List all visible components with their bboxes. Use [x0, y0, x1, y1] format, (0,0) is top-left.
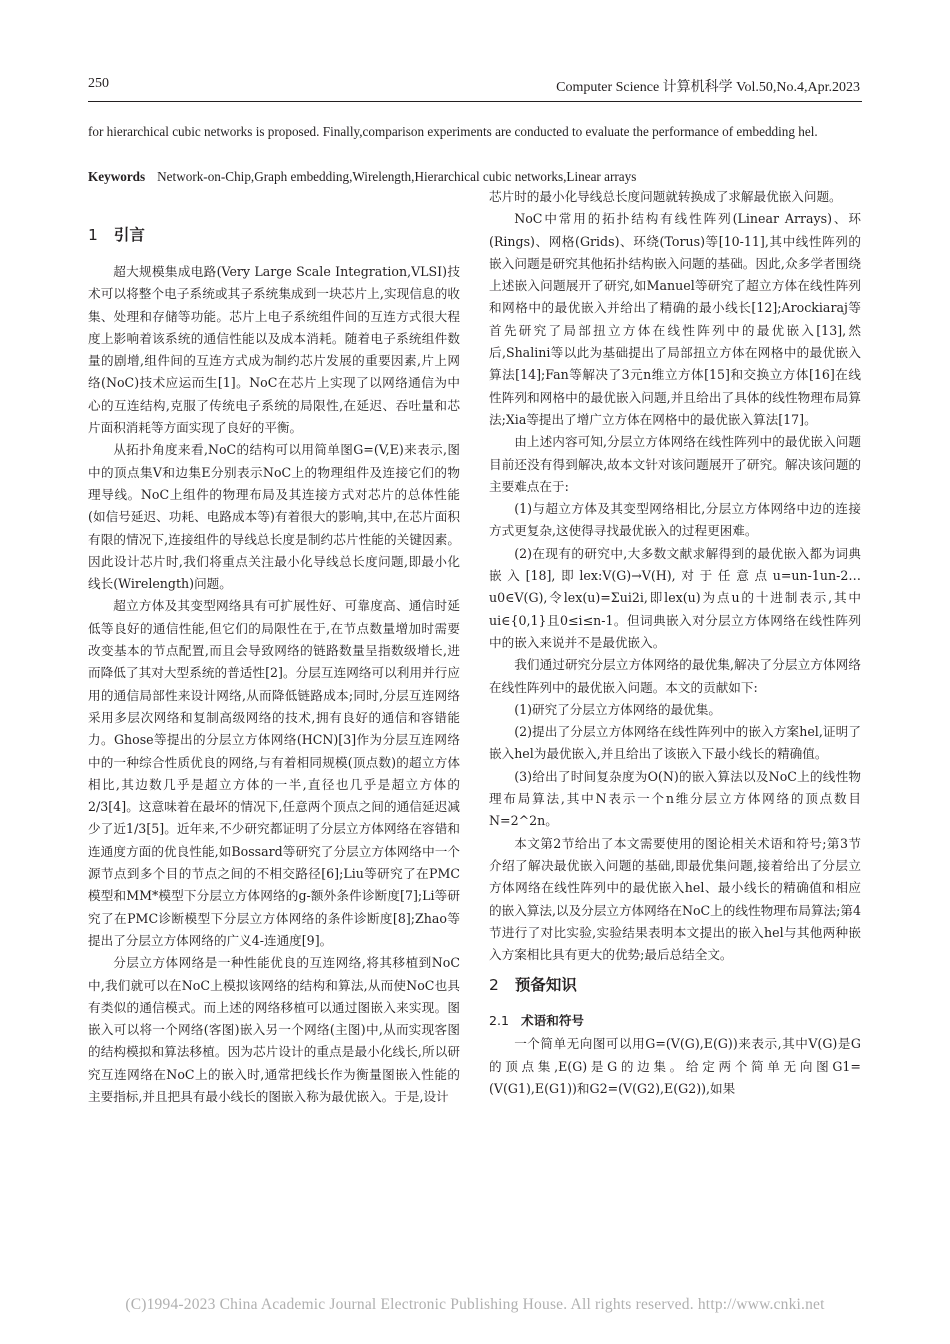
paper-outline: 本文第2节给出了本文需要使用的图论相关术语和符号;第3节介绍了解决最优嵌入问题的基础,即最优集问题,接着给出了分层立方体网络在线性阵列中的最优嵌入hel、最小线长的精确值和相应的嵌入算法,以及分层立方体网络在NoC上的线性物理布局算法;第4节进行了对比实验,实验结果表明本文提出的嵌入hel与其他两种嵌入方案相比具有更大的优势;最后总结全文。 [489, 835, 861, 963]
contribution-1: (1)研究了分层立方体网络的最优集。 [514, 701, 721, 717]
page-number: 250 [88, 76, 109, 91]
difficulty-2: (2)在现有的研究中,大多数文献求解得到的最优嵌入都为词典嵌入[18],即lex:V(G)→V(H),对于任意点u=un-1un-2…u0∈V(G),令lex(u)=Σui2i,即lex(u)为点u的十进制表示,其中ui∈{0,1}且0≤i≤n-1。但词典嵌入对分层立方体网络在线性阵列中的嵌入来说并不是最优嵌入。 [489, 545, 861, 650]
intro-paragraph-4-continued: 芯片时的最小化导线总长度问题就转换成了求解最优嵌入问题。 [489, 189, 842, 204]
abstract-tail: for hierarchical cubic networks is proposed. Finally,comparison experiments are conducted to evaluate the performance of embedding hel. [88, 124, 818, 139]
section-2-1-title: 术语和符号 [521, 1013, 584, 1029]
intro-paragraph-3: 超立方体及其变型网络具有可扩展性好、可靠度高、通信时延低等良好的通信性能,但它们的局限性在于,在节点数量增加时需要改变基本的节点配置,而且会导致网络的链路数量呈指数级增长,进而降低了其对大型系统的普适性[2]。分层互连网络可以利用并行应用的通信局部性来设计网络,从而降低链路成本;同时,分层互连网络采用多层次网络和复制高级网络的技术,拥有良好的通信和容错能力。Ghose等提出的分层立方体网络(HCN)[3]作为分层互连网络中的一种综合性质优良的网络,与有着相同规模(顶点数)的超立方体相比,其边数几乎是超立方体的一半,直径也几乎是超立方体的2/3[4]。这意味着在最坏的情况下,任意两个顶点之间的通信延迟减少了近1/3[5]。近年来,不少研究都证明了分层立方体网络在容错和连通度方面的优良性能,如Bossard等研究了分层立方体网络中一个源节点到多个目的节点之间的不相交路径[6];Liu等研究了在PMC模型和MM*模型下分层立方体网络的g-额外条件诊断度[7];Li等研究了在PMC诊断模型下分层立方体网络的条件诊断度[8];Zhao等提出了分层立方体网络的广义4-连通度[9]。 [88, 598, 460, 948]
contribution-3: (3)给出了时间复杂度为O(N)的嵌入算法以及NoC上的线性物理布局算法,其中N表示一个n维分层立方体网络的顶点数目N=2^2n。 [489, 768, 861, 829]
right-column [489, 186, 861, 1100]
left-column [88, 216, 460, 1108]
intro-paragraph-2: 从拓扑角度来看,NoC的结构可以用简单图G=(V,E)来表示,图中的顶点集V和边集E分别表示NoC上的物理组件及连接它们的物理导线。NoC上组件的物理布局及其连接方式对芯片的总体性能(如信号延迟、功耗、电路成本等)有着很大的影响,其中,在芯片面积有限的情况下,连接组件的导线总长度是制约芯片性能的关键因素。因此设计芯片时,我们将重点关注最小化导线总长度问题,即最小化线长(Wirelength)问题。 [88, 442, 460, 592]
section-1-heading [88, 223, 460, 247]
section-1-number: 1 [88, 226, 98, 244]
section-1-title: 引言 [113, 226, 145, 244]
section-2-1-heading [489, 1011, 861, 1031]
section-2-heading [489, 973, 861, 997]
running-header [88, 76, 860, 98]
contribution-2: (2)提出了分层立方体网络在线性阵列中的嵌入方案hel,证明了嵌入hel为最优嵌入,并且给出了该嵌入下最小线长的精确值。 [489, 724, 861, 762]
intro-paragraph-4: 分层立方体网络是一种性能优良的互连网络,将其移植到NoC中,我们就可以在NoC上模拟该网络的结构和算法,从而使NoC也具有类似的通信模式。而上述的网络移植可以通过图嵌入来实现。图嵌入可以将一个网络(客图)嵌入另一个网络(主图)中,从而实现客图的结构模拟和算法移植。因为芯片设计的重点是最小化线长,所以研究互连网络在NoC上的嵌入时,通常把线长作为衡量图嵌入性能的主要指标,并且把具有最小线长的图嵌入称为最优嵌入。于是,设计 [88, 955, 460, 1104]
copyright-footer: (C)1994-2023 China Academic Journal Electronic Publishing House. All rights reserved. http://www.cnki.net [125, 1296, 825, 1313]
keywords-label: Keywords [88, 169, 146, 184]
section-2-number: 2 [489, 976, 499, 995]
definitions-paragraph: 一个简单无向图可以用G=(V(G),E(G))来表示,其中V(G)是G的顶点集,E(G)是G的边集。给定两个简单无向图G1=(V(G1),E(G1))和G2=(V(G2),E(G2)),如果 [489, 1036, 861, 1096]
header-rule [88, 101, 862, 102]
intro-paragraph-1: 超大规模集成电路(Very Large Scale Integration,VLSI)技术可以将整个电子系统或其子系统集成到一块芯片上,实现信息的收集、处理和存储等功能。芯片上电子系统组件间的互连方式很大程度上影响着该系统的通信性能以及成本消耗。随着电子系统组件数量的剧增,组件间的互连方式成为制约芯片发展的重要因素,片上网络(NoC)技术应运而生[1]。NoC在芯片上实现了以网络通信为中心的互连结构,克服了传统电子系统的局限性,在延迟、吞吐量和芯片面积消耗等方面实现了良好的平衡。 [88, 264, 460, 436]
section-2-1-number: 2.1 [489, 1013, 510, 1029]
keywords-text: Network-on-Chip,Graph embedding,Wirelength,Hierarchical cubic networks,Linear arrays [157, 169, 637, 184]
keywords [88, 166, 862, 188]
intro-paragraph-5: NoC中常用的拓扑结构有线性阵列(Linear Arrays)、环(Rings)、网格(Grids)、环绕(Torus)等[10-11],其中线性阵列的嵌入问题是研究其他拓扑结构嵌入问题的基础。因此,众多学者围绕上述嵌入问题展开了研究,如Manuel等研究了超立方体在线性阵列和网格中的最优嵌入并给出了精确的最小线长[12];Arockiaraj等首先研究了局部扭立方体在线性阵列中的最优嵌入[13],然后,Shalini等以此为基础提出了局部扭立方体在网格中的最优嵌入算法[14];Fan等解决了3元n维立方体[15]和交换立方体[16]在线性阵列和网格中的最优嵌入问题,并且给出了具体的线性物理布局算法;Xia等提出了增广立方体在网格中的最优嵌入算法[17]。 [489, 211, 861, 427]
contribution-intro: 我们通过研究分层立方体网络的最优集,解决了分层立方体网络在线性阵列中的最优嵌入问题。本文的贡献如下: [489, 657, 861, 695]
intro-paragraph-6: 由上述内容可知,分层立方体网络在线性阵列中的最优嵌入问题目前还没有得到解决,故本文针对该问题展开了研究。解决该问题的主要难点在于: [489, 434, 861, 494]
section-2-title: 预备知识 [514, 976, 577, 995]
difficulty-1: (1)与超立方体及其变型网络相比,分层立方体网络中边的连接方式更复杂,这使得寻找最优嵌入的过程更困难。 [489, 501, 861, 539]
journal-citation: Computer Science 计算机科学 Vol.50,No.4,Apr.2023 [556, 80, 860, 95]
